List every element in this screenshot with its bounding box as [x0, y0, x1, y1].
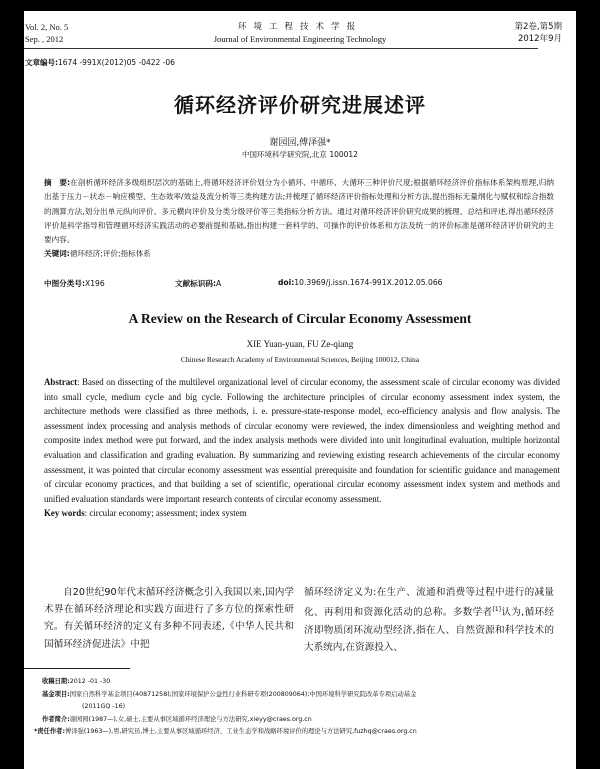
- footnote-divider: [24, 668, 130, 669]
- keywords-cn-label: 关键词:: [44, 249, 70, 259]
- journal-name-en: Journal of Environmental Engineering Technology: [213, 34, 387, 44]
- footnotes: [34, 676, 564, 739]
- fund-label: 基金项目:: [42, 690, 70, 698]
- footnote-author: [34, 714, 564, 727]
- doi: [278, 278, 443, 287]
- body-right-text-a: 循环经济定义为:在生产、流通和消费等过程中进行的减量化、再利用和资源化活动的总称。多数学者: [304, 587, 554, 619]
- received-label: 收稿日期:: [42, 678, 70, 685]
- footnote-received: [34, 676, 564, 689]
- volume-issue-cn: 第2卷,第5期: [514, 22, 562, 32]
- keywords-cn-text: 循环经济;评价;指标体系: [69, 249, 151, 259]
- author-bio-label: 作者简介:: [42, 715, 70, 723]
- authors-cn: 谢园园,傅泽强*: [269, 138, 331, 148]
- article-number: [25, 57, 175, 68]
- body-column-left: [44, 584, 294, 653]
- fund-text: 国家自然科学基金项目(40871258);国家环境保护公益性行业科研专项(200809064);中国环境科学研究院改革专项启动基金: [69, 690, 417, 698]
- article-number-label: 文章编号:: [25, 58, 58, 67]
- body-left-text: 自20世纪90年代末循环经济概念引入我国以来,国内学术界在循环经济理论和实践方面进行了多方位的探索性研究。有关循环经济的定义有多种不同表述,《中华人民共和国循环经济促进法》中把: [44, 587, 294, 650]
- doc-code-value: A: [216, 279, 222, 288]
- authors-en: XIE Yuan-yuan, FU Ze-qiang: [246, 339, 354, 349]
- document-code: [175, 278, 221, 289]
- paper-title-en: A Review on the Research of Circular Economy Assessment: [128, 311, 472, 326]
- issue-date-cn: 2012年9月: [517, 34, 562, 44]
- clc-label: 中图分类号:: [44, 279, 86, 288]
- doi-value: 10.3969/j.issn.1674-991X.2012.05.066: [294, 278, 443, 287]
- header-issue-cn: [514, 21, 562, 45]
- clc-value: X196: [85, 279, 105, 288]
- keywords-en-text: : circular economy; assessment; index system: [84, 508, 247, 519]
- body-right-text-b: 认为,循环经济即物质闭环流动型经济,指在人、自然资源和科学技术的大系统内,在资源投入、: [304, 607, 554, 653]
- abstract-cn-text: 在剖析循环经济多级组织层次的基础上,将循环经济评价划分为小循环、中循环、大循环三种评价尺度;根据循环经济评价指标体系架构原理,归纳出基于压力－状态－响应模型、生态效率/效益及流分析等三类构建方法;并梳理了循环经济评价指标处理和分析方法,提出指标无量纲化与赋权和综合指数的测算方法,划分出单元纵向评价、多元横向评价及分类分级评价等三类指标分析方法。通过对循环经济评价研究成果的梳理、总结和评述,得出循环经济评价是科学指导和管理循环经济实践活动的必要前提和基础,指出构建一套科学的、可操作的评价体系和方法及统一的评价标准是循环经济评价研究的主要内容。: [44, 178, 554, 245]
- keywords-en-label: Key words: [44, 508, 85, 519]
- abstract-cn: [44, 176, 554, 262]
- journal-name-cn: 环境工程技术学报: [237, 22, 362, 32]
- affiliation-cn: 中国环境科学研究院,北京 100012: [242, 150, 358, 159]
- abstract-en: [44, 375, 560, 521]
- corresponding-label: *责任作者:: [34, 728, 65, 736]
- affiliation-en: Chinese Research Academy of Environmental Sciences, Beijing 100012, China: [180, 355, 420, 364]
- abstract-en-label: Abstract: [44, 377, 78, 387]
- header-journal-title: [24, 21, 576, 45]
- article-number-value: 1674 -991X(2012)05 -0422 -06: [58, 58, 175, 67]
- issue-date-en: Sep. , 2012: [25, 34, 64, 44]
- journal-page: [24, 11, 576, 769]
- corresponding-text: 傅泽强(1963—),男,研究员,博士,主要从事区域循环经济、工业生态学和战略环境评价的理论与方法研究,fuzhq@craes.org.cn: [65, 728, 417, 736]
- received-date: 2012 -01 -30: [69, 678, 111, 685]
- abstract-cn-label: 摘 要:: [44, 178, 71, 187]
- footnote-corresponding: [34, 726, 564, 739]
- body-column-right: [304, 584, 554, 656]
- author-bio-text: 谢园园(1987—),女,硕士,主要从事区域循环经济理论与方法研究,xieyy@craes.org.cn: [69, 715, 312, 723]
- footnote-fund-cont: (2011GQ -16): [82, 703, 126, 711]
- footnote-fund: [34, 689, 564, 702]
- clc-number: [44, 278, 105, 289]
- doc-code-label: 文献标识码:: [175, 279, 217, 288]
- doi-label: doi:: [278, 278, 295, 287]
- header-divider: [24, 48, 538, 49]
- citation-ref[interactable]: [1]: [492, 606, 502, 614]
- abstract-en-text: : Based on dissecting of the multilevel organizational level of circular economy, the assessment scale of circular economy was divided into small cycle, medium cycle and big cycle. Following the architecture principles of circular economy assessment index system, the architecture methods were classified as three methods, i. e. pressure-state-response model, eco-efficiency analysis and flow analysis. The assessment index processing and analysis methods of circular economy were reviewed, the index dimensionless and weighting method and composite index method were put forward, and the index analysis methods were divided into unit longitudinal evaluation, multiple horizontal evaluation and classification and grading evaluation. By summarizing and reviewing existing research achievements of the circular economy assessment, it was pointed that circular economy assessment was essential prerequisite and foundation for scientific guidance and management of circular economy practices, and that building a set of scientific, operational circular economy assessment index system and methods and unified evaluation standards were important research contents of circular economy assessment.: [44, 377, 560, 504]
- volume-issue: Vol. 2, No. 5: [25, 22, 69, 32]
- paper-title-cn: 循环经济评价研究进展述评: [174, 93, 426, 117]
